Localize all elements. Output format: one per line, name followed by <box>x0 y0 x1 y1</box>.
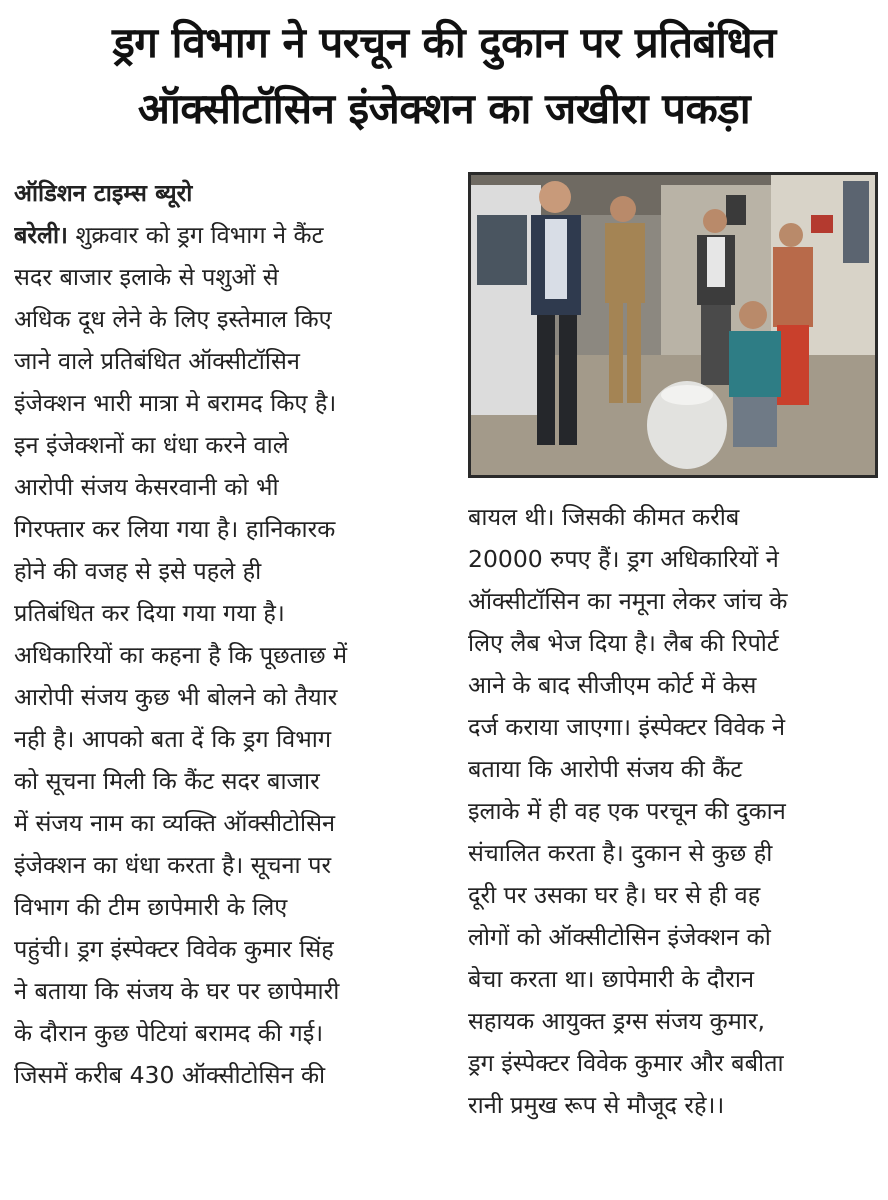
article-line: बताया कि आरोपी संजय की कैंट <box>468 755 743 783</box>
article-line: होने की वजह से इसे पहले ही <box>14 557 262 585</box>
article-line: ऑक्सीटॉसिन का नमूना लेकर जांच के <box>468 587 788 615</box>
article-line: इंजेक्शन का धंधा करता है। सूचना पर <box>14 851 332 879</box>
article-line: इन इंजेक्शनों का धंधा करने वाले <box>14 431 289 459</box>
article-line: प्रतिबंधित कर दिया गया गया है। <box>14 599 285 627</box>
article-line: पहुंची। ड्रग इंस्पेक्टर विवेक कुमार सिंह <box>14 935 334 963</box>
article-line: रानी प्रमुख रूप से मौजूद रहे।। <box>468 1091 725 1119</box>
article-line: आरोपी संजय कुछ भी बोलने को तैयार <box>14 683 338 711</box>
article-line: 20000 रुपए हैं। ड्रग अधिकारियों ने <box>468 545 779 573</box>
article-line: गिरफ्तार कर लिया गया है। हानिकारक <box>14 515 336 543</box>
article-line: अधिकारियों का कहना है कि पूछताछ में <box>14 641 348 669</box>
article-line: को सूचना मिली कि कैंट सदर बाजार <box>14 767 320 795</box>
article-line: ने बताया कि संजय के घर पर छापेमारी <box>14 977 340 1005</box>
news-photo <box>468 172 878 478</box>
article-line: लिए लैब भेज दिया है। लैब की रिपोर्ट <box>468 629 779 657</box>
article-line: विभाग की टीम छापेमारी के लिए <box>14 893 288 921</box>
article-line: लोगों को ऑक्सीटोसिन इंजेक्शन को <box>468 923 771 951</box>
article-line: बेचा करता था। छापेमारी के दौरान <box>468 965 755 993</box>
article-line: आने के बाद सीजीएम कोर्ट में केस <box>468 671 757 699</box>
article-line: अधिक दूध लेने के लिए इस्तेमाल किए <box>14 305 332 333</box>
article-column-right <box>468 496 880 1126</box>
article-line: दर्ज कराया जाएगा। इंस्पेक्टर विवेक ने <box>468 713 786 741</box>
article-line: जिसमें करीब 430 ऑक्सीटोसिन की <box>14 1061 326 1089</box>
article-line: इंजेक्शन भारी मात्रा मे बरामद किए है। <box>14 389 337 417</box>
article-line: सहायक आयुक्त ड्रग्स संजय कुमार, <box>468 1007 765 1035</box>
headline <box>0 10 888 142</box>
byline: ऑडिशन टाइम्स ब्यूरो <box>14 179 193 207</box>
article-line: संचालित करता है। दुकान से कुछ ही <box>468 839 773 867</box>
article-line: सदर बाजार इलाके से पशुओं से <box>14 263 279 291</box>
article-line: इलाके में ही वह एक परचून की दुकान <box>468 797 786 825</box>
dateline: बरेली। <box>14 221 68 249</box>
article-line: के दौरान कुछ पेटियां बरामद की गई। <box>14 1019 324 1047</box>
article-line: ड्रग इंस्पेक्टर विवेक कुमार और बबीता <box>468 1049 784 1077</box>
article-line: दूरी पर उसका घर है। घर से ही वह <box>468 881 761 909</box>
news-photo-image <box>471 175 875 475</box>
article-line: जाने वाले प्रतिबंधित ऑक्सीटॉसिन <box>14 347 300 375</box>
article-line: में संजय नाम का व्यक्ति ऑक्सीटोसिन <box>14 809 336 837</box>
article-line: बायल थी। जिसकी कीमत करीब <box>468 503 740 531</box>
headline-line-1: ड्रग विभाग ने परचून की दुकान पर प्रतिबंधित <box>112 18 776 67</box>
article-line-text: शुक्रवार को ड्रग विभाग ने कैंट <box>67 221 324 249</box>
headline-line-2: ऑक्सीटॉसिन इंजेक्शन का जखीरा पकड़ा <box>137 84 751 133</box>
article-column-left <box>14 172 446 1096</box>
article-line <box>14 214 446 256</box>
article-line: नही है। आपको बता दें कि ड्रग विभाग <box>14 725 332 753</box>
article-line: आरोपी संजय केसरवानी को भी <box>14 473 279 501</box>
